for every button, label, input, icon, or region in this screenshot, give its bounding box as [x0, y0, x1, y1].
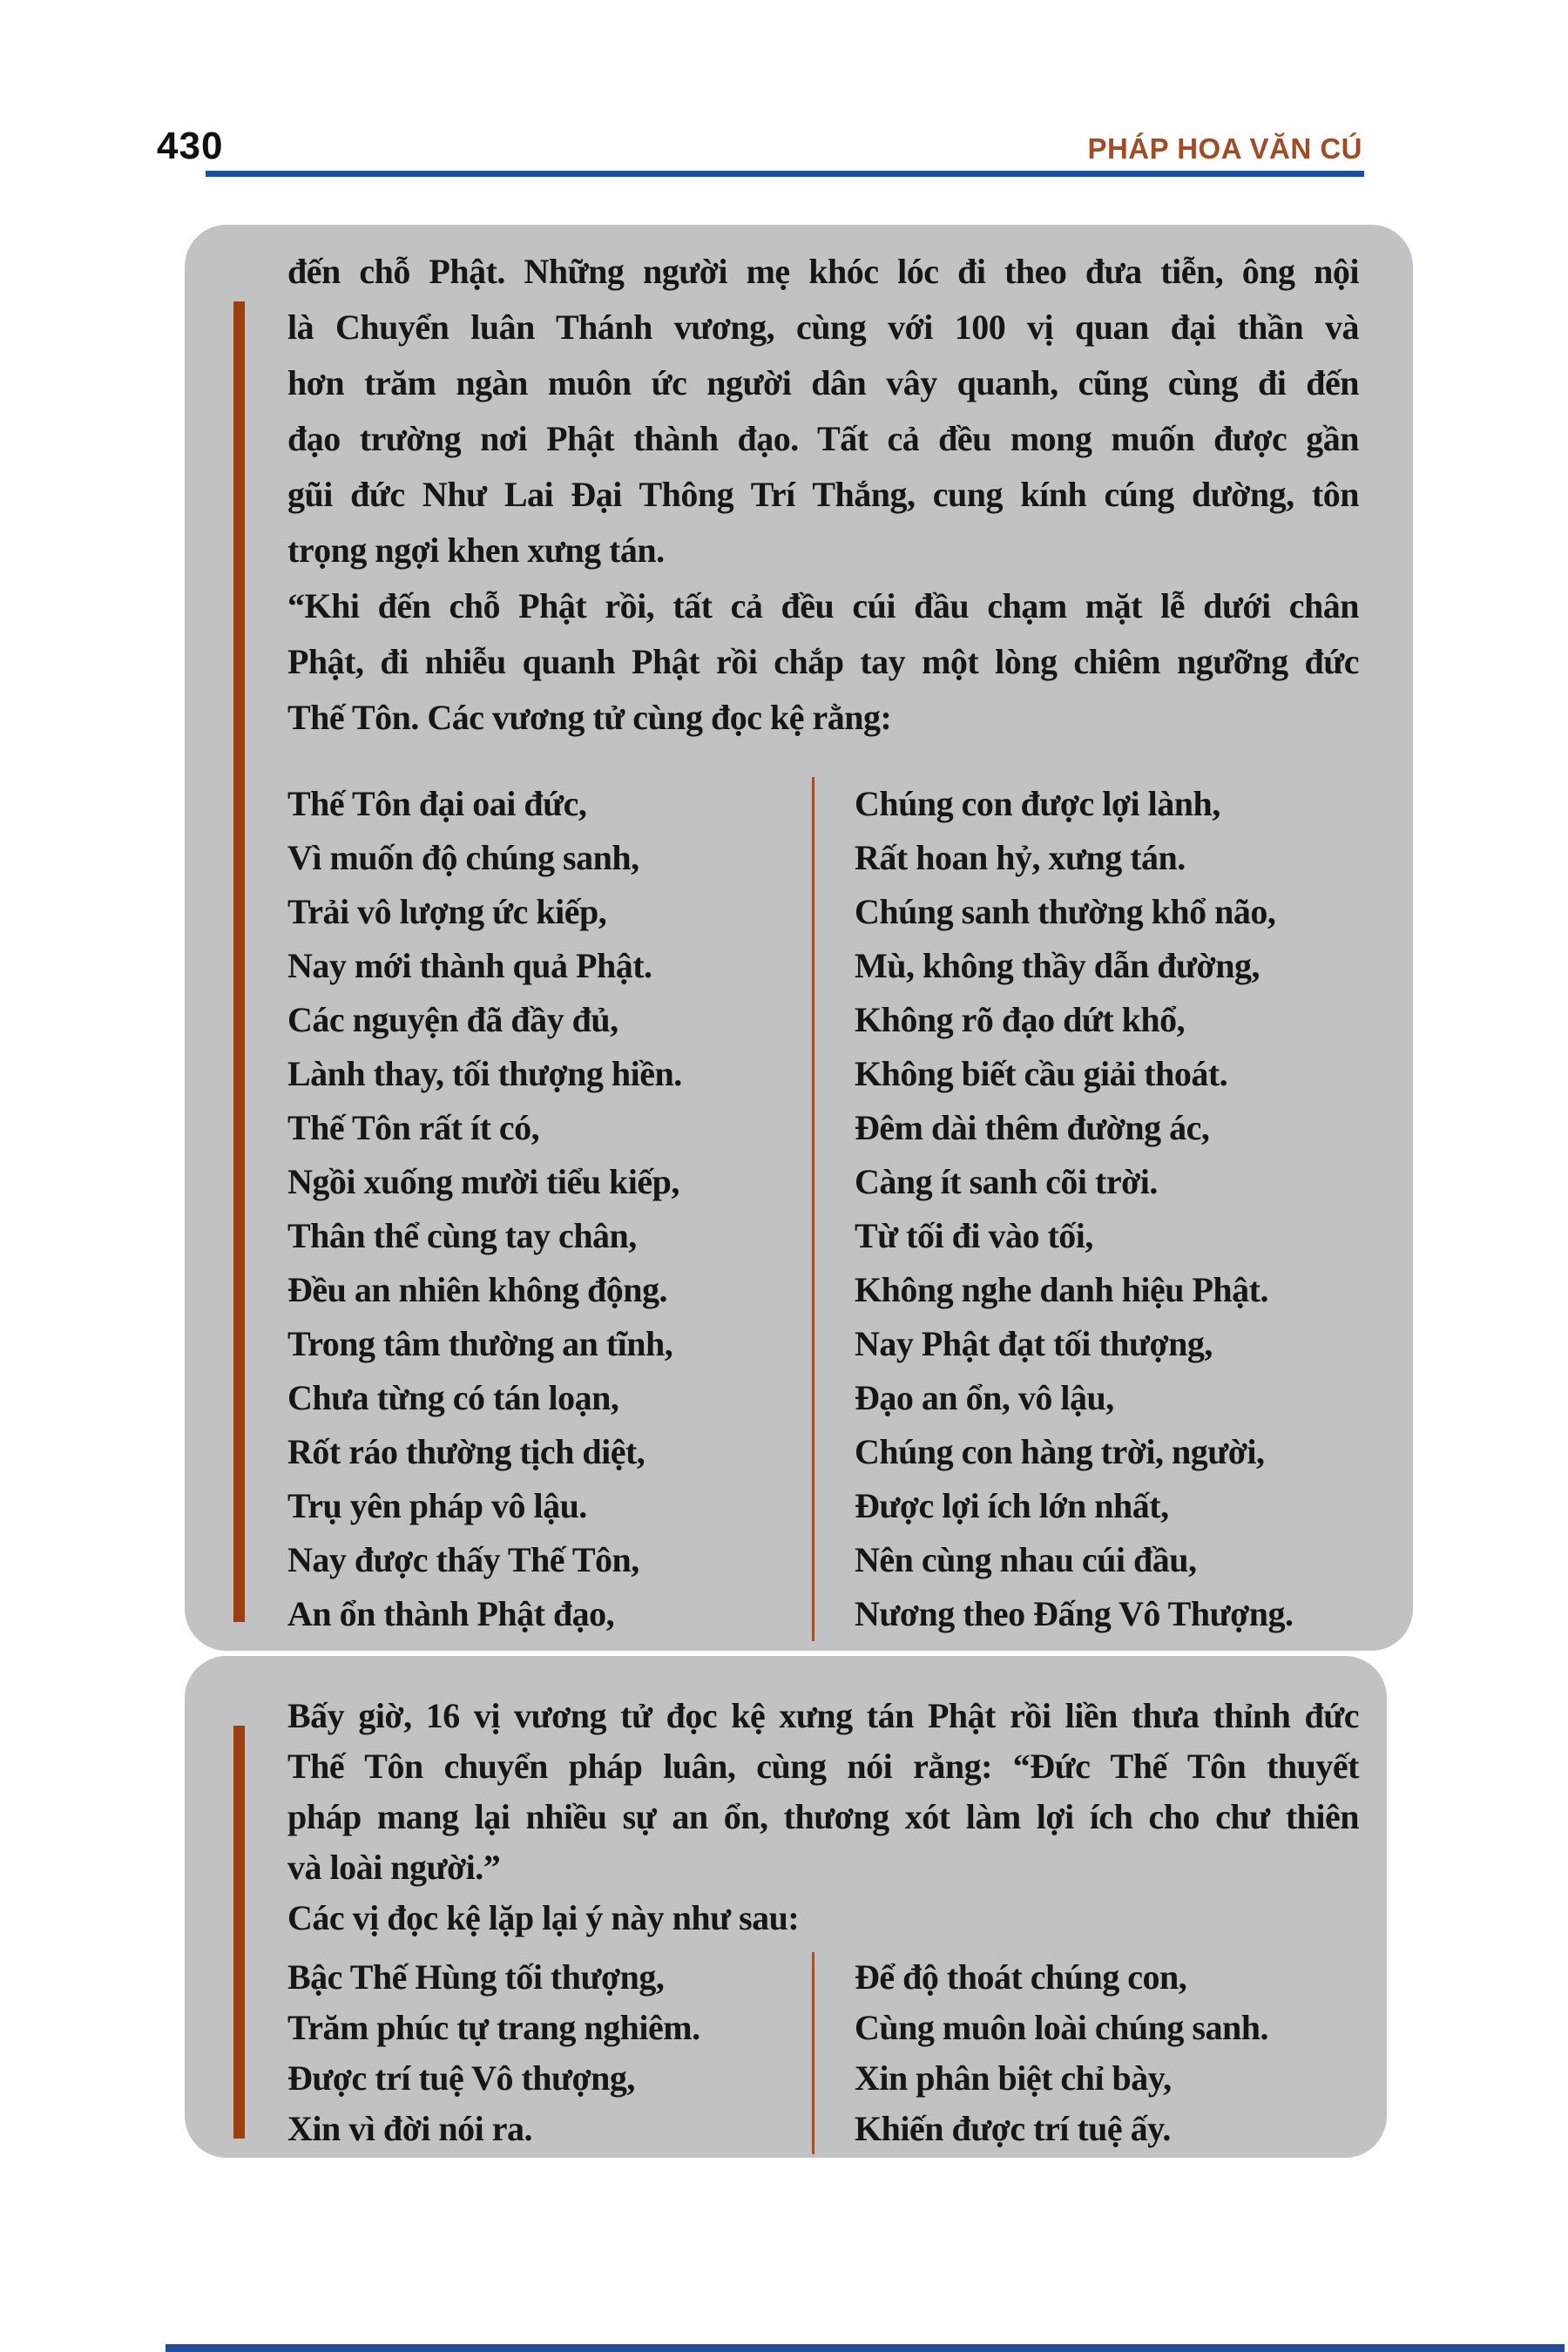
text-line: Đạo an ổn, vô lậu, [855, 1378, 1114, 1417]
text-line: và loài người.” [287, 1848, 501, 1887]
text-line: Cùng muôn loài chúng sanh. [855, 2008, 1268, 2047]
verse-columns [287, 777, 1359, 1641]
text-line: Vì muốn độ chúng sanh, [287, 838, 639, 877]
text-line: Càng ít sanh cõi trời. [855, 1162, 1158, 1201]
text-line: Nương theo Đấng Vô Thượng. [855, 1594, 1294, 1633]
text-line: Không rõ đạo dứt khổ, [855, 1000, 1186, 1039]
text-line: Rất hoan hỷ, xưng tán. [855, 838, 1186, 877]
running-header-title: PHÁP HOA VĂN CÚ [1087, 132, 1362, 165]
text-line: Để độ thoát chúng con, [855, 1957, 1187, 1997]
text-line: Chúng con được lợi lành, [855, 784, 1220, 823]
text-line: Mù, không thầy dẫn đường, [855, 946, 1260, 985]
text-line: Thế Tôn đại oai đức, [287, 784, 587, 823]
text-line: Ngồi xuống mười tiểu kiếp, [287, 1162, 679, 1201]
text-line: Được lợi ích lớn nhất, [855, 1486, 1169, 1525]
text-line: Thân thể cùng tay chân, [287, 1216, 637, 1255]
text-line: Đêm dài thêm đường ác, [855, 1108, 1210, 1147]
text-line: Thế Tôn. Các vương tử cùng đọc kệ rằng: [287, 698, 892, 737]
text-line: gũi đức Như Lai Đại Thông Trí Thắng, cung kính cúng dường, tôn [287, 475, 1359, 514]
header-rule [206, 171, 1364, 177]
text-line: trọng ngợi khen xưng tán. [287, 531, 665, 570]
text-line: Bấy giờ, 16 vị vương tử đọc kệ xưng tán Phật rồi liền thưa thỉnh đức [287, 1696, 1359, 1735]
text-line: Chúng sanh thường khổ não, [855, 892, 1276, 931]
text-line: Từ tối đi vào tối, [855, 1216, 1093, 1255]
page-number: 430 [157, 125, 224, 167]
verse-right-column [812, 777, 1359, 1641]
text-line: Khiến được trí tuệ ấy. [855, 2109, 1171, 2148]
text-line: Các vị đọc kệ lặp lại ý này như sau: [287, 1898, 800, 1937]
verse-left-column [287, 1952, 812, 2154]
text-line: hơn trăm ngàn muôn ức người dân vây quanh, cũng cùng đi đến [287, 363, 1359, 402]
text-line: đến chỗ Phật. Những người mẹ khóc lóc đi theo đưa tiễn, ông nội [287, 252, 1359, 291]
paragraph [287, 1691, 1359, 1893]
text-line: Không nghe danh hiệu Phật. [855, 1270, 1268, 1309]
text-line: “Khi đến chỗ Phật rồi, tất cả đều cúi đầu chạm mặt lễ dưới chân [287, 586, 1359, 625]
text-line: Không biết cầu giải thoát. [855, 1054, 1228, 1093]
text-line: Nay mới thành quả Phật. [287, 946, 652, 985]
paragraph [287, 244, 1359, 578]
text-line: An ổn thành Phật đạo, [287, 1594, 615, 1633]
text-panel-bottom [185, 1656, 1387, 2158]
text-line: Trụ yên pháp vô lậu. [287, 1486, 587, 1525]
text-line: Trăm phúc tự trang nghiêm. [287, 2008, 700, 2047]
text-line: Xin phân biệt chỉ bày, [855, 2058, 1172, 2098]
footer-rule [166, 2344, 1565, 2352]
text-line: Nay được thấy Thế Tôn, [287, 1540, 639, 1579]
text-line: Thế Tôn chuyển pháp luân, cùng nói rằng: “Đức Thế Tôn thuyết [287, 1747, 1359, 1786]
text-line: Đều an nhiên không động. [287, 1270, 667, 1309]
text-line: Phật, đi nhiễu quanh Phật rồi chắp tay một lòng chiêm ngưỡng đức [287, 642, 1359, 681]
margin-accent-bar [233, 301, 245, 1622]
text-line: Chúng con hàng trời, người, [855, 1432, 1265, 1471]
text-line: Thế Tôn rất ít có, [287, 1108, 540, 1147]
text-line: Trải vô lượng ức kiếp, [287, 892, 607, 931]
text-line: đạo trường nơi Phật thành đạo. Tất cả đều mong muốn được gần [287, 419, 1359, 458]
text-line: Lành thay, tối thượng hiền. [287, 1054, 682, 1093]
text-line: Xin vì đời nói ra. [287, 2109, 532, 2148]
verse-columns [287, 1952, 1359, 2154]
text-panel-top [185, 225, 1413, 1651]
panel-content [287, 1691, 1359, 2154]
text-line: Được trí tuệ Vô thượng, [287, 2058, 635, 2098]
verse-left-column [287, 777, 812, 1641]
paragraph [287, 1893, 1359, 1943]
margin-accent-bar [233, 1726, 245, 2139]
text-line: Nay Phật đạt tối thượng, [855, 1324, 1213, 1363]
text-line: Các nguyện đã đầy đủ, [287, 1000, 618, 1039]
text-line: Chưa từng có tán loạn, [287, 1378, 619, 1417]
text-line: Bậc Thế Hùng tối thượng, [287, 1957, 665, 1997]
text-line: Rốt ráo thường tịch diệt, [287, 1432, 645, 1471]
text-line: là Chuyển luân Thánh vương, cùng với 100 vị quan đại thần và [287, 308, 1359, 347]
paragraph [287, 578, 1359, 746]
verse-right-column [812, 1952, 1359, 2154]
panel-content [287, 244, 1359, 1641]
text-line: pháp mang lại nhiều sự an ổn, thương xót làm lợi ích cho chư thiên [287, 1797, 1359, 1836]
text-line: Trong tâm thường an tĩnh, [287, 1324, 673, 1363]
text-line: Nên cùng nhau cúi đầu, [855, 1540, 1197, 1579]
